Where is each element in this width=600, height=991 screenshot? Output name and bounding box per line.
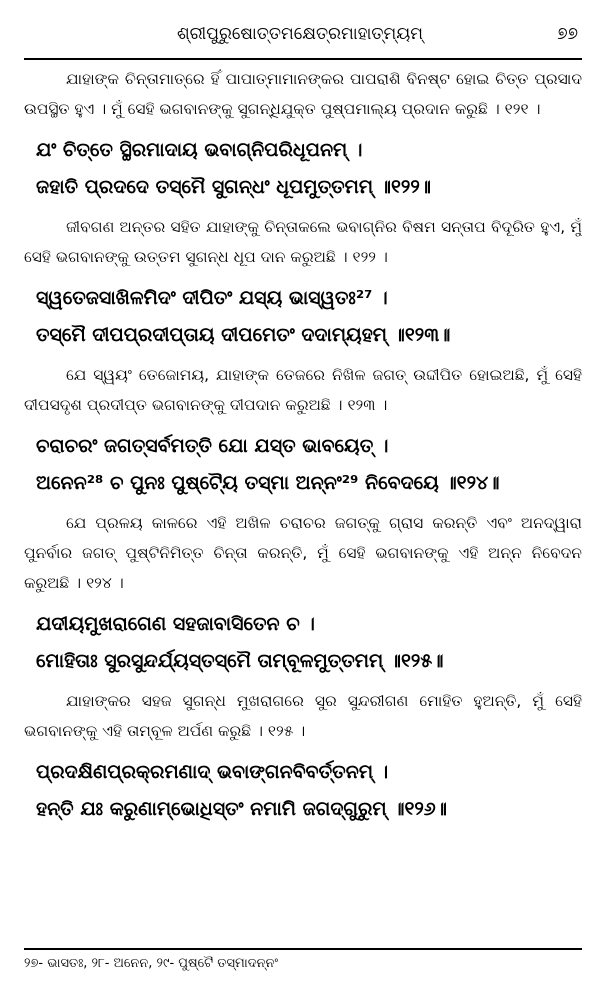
footnote-rule	[24, 948, 582, 950]
header-rule	[24, 58, 582, 60]
verse-line: ଚରାଚରଂ ଜଗତ୍ସର୍ବମତ୍ତି ଯୋ ଯସ୍ତ ଭାବୟେତ୍ ।	[36, 435, 389, 457]
running-header	[0, 22, 600, 52]
prose-122: ଜୀବଗଣ ଅନ୍ତର ସହିତ ଯାହାଙ୍କୁ ଚିନ୍ତାକଲେ ଭବାଗ୍ନିର ବିଷମ ସନ୍ତାପ ବିଦୂରିତ ହୁଏ, ମୁଁ ସେହି ଭଗବାନଙ୍କୁ ଉତ୍ତମ ସୁଗନ୍ଧ ଧୂପ ଦାନ କରୁଅଛି । ୧୨୨ ।	[24, 218, 582, 266]
verse-line: ଜହାତି ପ୍ରଦଦେ ତସ୍ମୈ ସୁଗନ୍ଧଂ ଧୂପମୁତ୍ତମମ୍ ॥୧୨୨॥	[36, 176, 432, 198]
page-number: ୭୭	[557, 24, 578, 44]
prose-125: ଯାହାଙ୍କର ସହଜ ସୁଗନ୍ଧ ମୁଖରାଗରେ ସୁର ସୁନ୍ଦରୀଗଣ ମୋହିତ ହୁଅନ୍ତି, ମୁଁ ସେହି ଭଗବାନଙ୍କୁ ଏହି ତାମ୍ବୂଳ ଅର୍ପଣ କରୁଛି । ୧୨୫ ।	[24, 692, 582, 740]
prose-121: ଯାହାଙ୍କ ଚିନ୍ତାମାତ୍ରେ ହିଁ ପାପାତ୍ମାମାନଙ୍କର ପାପରାଶି ବିନଷ୍ଟ ହୋଇ ଚିତ୍ତ ପ୍ରସାଦ ଉପସ୍ଥିତ ହୁଏ । ମୁଁ ସେହି ଭଗବାନଙ୍କୁ ସୁଗନ୍ଧିଯୁକ୍ତ ପୁଷ୍ପମାଲ୍ୟ ପ୍ରଦାନ କରୁଛି । ୧୨୧ ।	[24, 70, 582, 118]
verse-line: ଯଦୀୟମୁଖରାଗେଣ ସହଜାବାସିତେନ ଚ ।	[36, 613, 315, 635]
verse-line: ତସ୍ମୈ ଦୀପପ୍ରଦୀପ୍ତାୟ ଦୀପମେତଂ ଦଦାମ୍ୟହମ୍ ॥୧୨୩॥	[36, 324, 451, 346]
verse-line: ମୋହିତାଃ ସୁରସୁନ୍ଦର୍ଯ୍ୟସ୍ତସ୍ମୈ ତାମ୍ବୂଳମୁତ୍ତମମ୍ ॥୧୨୫॥	[36, 650, 444, 672]
verse-line: ପ୍ରଦକ୍ଷିଣପ୍ରକ୍ରମଣାଦ୍ ଭବାଙ୍ଗନବିବର୍ତ୍ତନମ୍ ।	[36, 761, 389, 783]
verse-line: ଯଂ ଚିତ୍ତେ ସ୍ଥିରମାଦାୟ ଭବାଗ୍ନିପରିଧୂପନମ୍ ।	[36, 139, 363, 161]
verse-123	[24, 280, 582, 354]
verse-126	[24, 754, 582, 828]
verse-125	[24, 606, 582, 680]
verse-line: ଅନେନ²⁸ ଚ ପୁନଃ ପୁଷ୍ଟ୍ୟୈ ତସ୍ମା ଅନ୍ନଂ²⁹ ନିବେଦୟେ ॥୧୨୪॥	[36, 472, 500, 494]
prose-124: ଯେ ପ୍ରଳୟ କାଳରେ ଏହି ଅଖିଳ ଚରାଚର ଜଗତ୍‌କୁ ଗ୍ରାସ କରନ୍ତି ଏବଂ ଅନଦ୍ୱାରା ପୁନର୍ବାର ଜଗତ୍ ପୁଷ୍ଟିନିମିତ୍ତ ଚିନ୍ତା କରନ୍ତି, ମୁଁ ସେହି ଭଗବାନଙ୍କୁ ଏହି ଅନ୍ନ ନିବେଦନ କରୁଅଛି । ୧୨୪ ।	[24, 514, 582, 592]
verse-line: ସ୍ୱତେଜସାଖିଳମିଦଂ ଦୀପିତଂ ଯସ୍ୟ ଭାସ୍ୱତଃ²⁷ ।	[36, 287, 388, 309]
page-body	[24, 64, 582, 944]
prose-123: ଯେ ସ୍ୱୟଂ ତେଜୋମୟ, ଯାହାଙ୍କ ତେଜରେ ନିଖିଳ ଜଗତ୍ ଉଦ୍ଦୀପିତ ହୋଇଅଛି, ମୁଁ ସେହି ଦୀପସଦୃଶ ପ୍ରଦୀପ୍ତ ଭଗବାନଙ୍କୁ ଦୀପଦାନ କରୁଅଛି । ୧୨୩ ।	[24, 366, 582, 414]
verse-124	[24, 428, 582, 502]
page-title: ଶ୍ରୀପୁରୁଷୋତ୍ତମକ୍ଷେତ୍ରମାହାତ୍ମ୍ୟମ୍	[177, 24, 423, 44]
footnotes: ୨୭- ଭାସତଃ, ୨୮- ଅନେନ, ୨୯- ପୁଷ୍ଟୈ ତସ୍ମାଦନ୍ନଂ	[24, 956, 278, 971]
verse-122	[24, 132, 582, 206]
verse-line: ହନ୍ତି ଯଃ କରୁଣାମ୍ଭୋଧିସ୍ତଂ ନମାମି ଜଗଦ୍‌ଗୁରୁମ୍ ॥୧୨୬॥	[36, 798, 447, 820]
